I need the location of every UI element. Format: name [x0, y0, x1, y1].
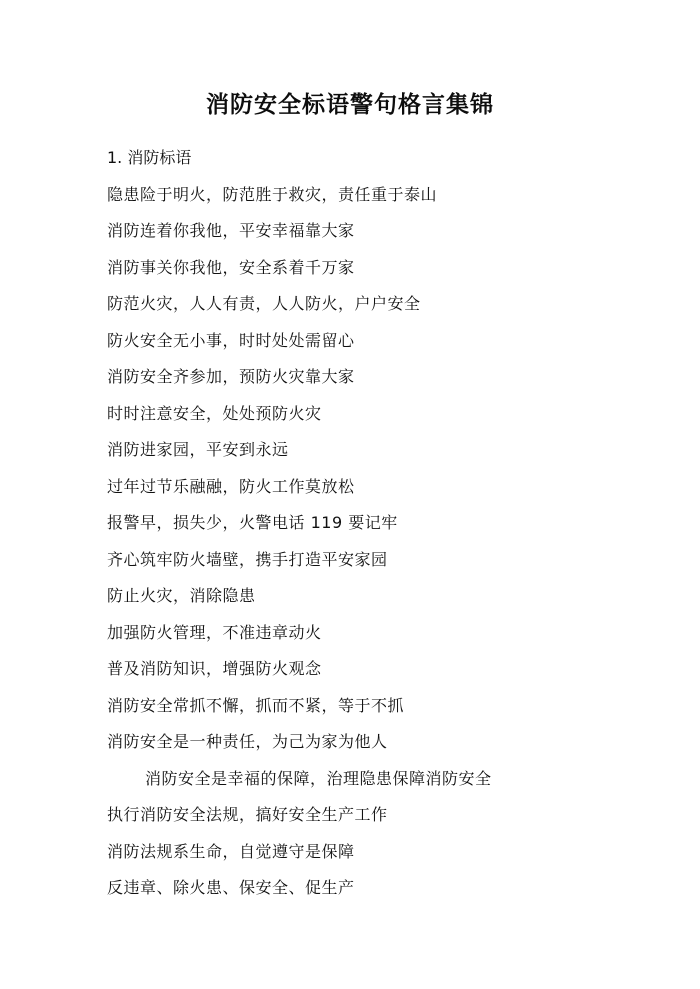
document-body: [107, 140, 667, 907]
slogan-line: 消防法规系生命，自觉遵守是保障: [107, 841, 355, 861]
slogan-line: 时时注意安全，处处预防火灾: [107, 403, 322, 423]
slogan-line: 消防安全是一种责任，为己为家为他人: [107, 732, 388, 751]
slogan-line: 加强防火管理，不准违章动火: [107, 622, 322, 642]
slogan-line: 消防事关你我他，安全系着千万家: [107, 257, 355, 277]
section-heading: 1. 消防标语: [107, 148, 192, 167]
slogan-line: 隐患险于明火，防范胜于救灾，责任重于泰山: [107, 184, 438, 204]
slogan-line: 报警早，损失少，火警电话 119 要记牢: [107, 513, 398, 532]
slogan-line: 防止火灾，消除隐患: [107, 586, 256, 605]
document-title: 消防安全标语警句格言集锦: [206, 92, 494, 118]
slogan-line: 齐心筑牢防火墙壁，携手打造平安家园: [107, 549, 388, 569]
slogan-line: 消防安全齐参加，预防火灾靠大家: [107, 367, 355, 386]
slogan-line: 普及消防知识，增强防火观念: [107, 659, 322, 678]
slogan-line: 防范火灾，人人有责，人人防火，户户安全: [107, 294, 421, 313]
slogan-line: 消防进家园，平安到永远: [107, 440, 289, 459]
slogan-line: 防火安全无小事，时时处处需留心: [107, 330, 355, 350]
slogan-line: 反违章、除火患、保安全、促生产: [107, 878, 355, 897]
slogan-line: 消防连着你我他，平安幸福靠大家: [107, 221, 355, 240]
slogan-line-indented: 消防安全是幸福的保障，治理隐患保障消防安全: [145, 768, 492, 788]
slogan-line: 执行消防安全法规，搞好安全生产工作: [107, 805, 388, 824]
slogan-line: 消防安全常抓不懈，抓而不紧，等于不抓: [107, 695, 405, 715]
slogan-line: 过年过节乐融融，防火工作莫放松: [107, 476, 355, 496]
